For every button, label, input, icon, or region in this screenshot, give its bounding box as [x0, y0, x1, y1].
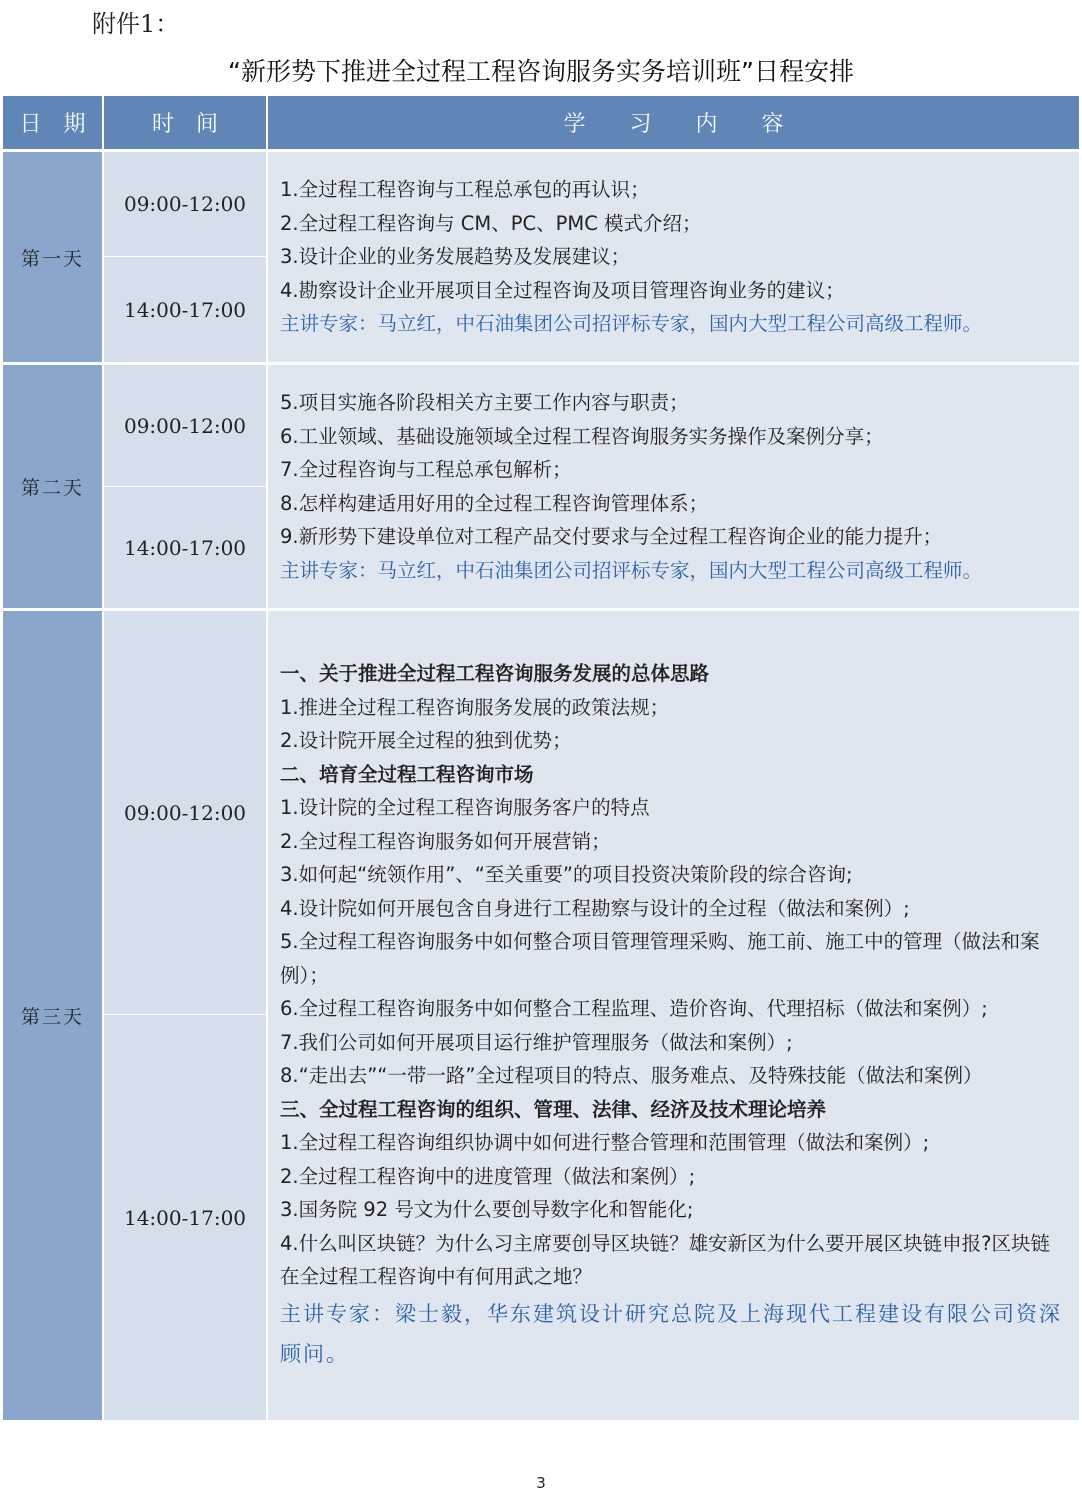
day3-section-3-line-3: 3.国务院 92 号文为什么要创导数字化和智能化;	[280, 1198, 694, 1222]
day3-section-2-line-7: 7.我们公司如何开展项目运行维护管理服务（做法和案例）;	[280, 1030, 793, 1054]
day2-line-5: 5.项目实施各阶段相关方主要工作内容与职责；	[280, 391, 689, 414]
day2-morning-row	[3, 364, 1079, 487]
day2-line-8: 8.怎样构建适用好用的全过程工程咨询管理体系；	[280, 491, 709, 515]
header-time: 时 间	[103, 96, 267, 151]
page-title: “新形势下推进全过程工程咨询服务实务培训班”日程安排	[228, 57, 854, 86]
day1-date: 第一天	[3, 151, 103, 364]
day2-morning-time: 09:00-12:00	[103, 364, 267, 487]
day3-section-3-line-2: 2.全过程工程咨询中的进度管理（做法和案例）;	[280, 1164, 696, 1188]
day3-section-2-line-4: 4.设计院如何开展包含自身进行工程勘察与设计的全过程（做法和案例）;	[280, 896, 910, 920]
header-content: 学 习 内 容	[267, 96, 1079, 151]
day3-section-1-line-1: 1.推进全过程工程咨询服务发展的政策法规；	[280, 695, 670, 719]
day1-line-1: 1.全过程工程咨询与工程总承包的再认识；	[280, 178, 650, 202]
day1-content	[267, 151, 1079, 364]
day3-content	[267, 610, 1079, 1422]
header-date: 日 期	[3, 96, 103, 151]
day1-line-4: 4.勘察设计企业开展项目全过程咨询及项目管理咨询业务的建议；	[280, 278, 845, 302]
day3-section-2-line-6: 6.全过程工程咨询服务中如何整合工程监理、造价咨询、代理招标（做法和案例）;	[280, 997, 988, 1021]
day1-morning-row	[3, 151, 1079, 257]
day3-section-2-line-5: 5.全过程工程咨询服务中如何整合项目管理管理采购、施工前、施工中的管理（做法和案例）；	[280, 930, 1040, 987]
day2-afternoon-time: 14:00-17:00	[103, 487, 267, 610]
day3-date: 第三天	[3, 610, 103, 1422]
day2-date: 第二天	[3, 364, 103, 610]
day3-section-3-line-4: 4.什么叫区块链？为什么习主席要创导区块链？雄安新区为什么要开展区块链申报?区块链在全过程工程咨询中有何用武之地？	[280, 1231, 1050, 1289]
day1-line-2: 2.全过程工程咨询与 CM、PC、PMC 模式介绍；	[280, 211, 702, 235]
day1-expert: 主讲专家：马立红，中石油集团公司招评标专家，国内大型工程公司高级工程师。	[280, 312, 983, 336]
day2-content	[267, 364, 1079, 610]
day3-section-2-line-2: 2.全过程工程咨询服务如何开展营销；	[280, 829, 611, 853]
day2-line-6: 6.工业领域、基础设施领域全过程工程咨询服务实务操作及案例分享；	[280, 424, 884, 448]
day3-section-1-line-2: 2.设计院开展全过程的独到优势；	[280, 729, 572, 753]
day3-section-3-heading: 三、全过程工程咨询的组织、管理、法律、经济及技术理论培养	[280, 1097, 827, 1121]
day2-expert: 主讲专家：马立红，中石油集团公司招评标专家，国内大型工程公司高级工程师。	[280, 558, 983, 582]
day3-section-3-line-1: 1.全过程工程咨询组织协调中如何进行整合管理和范围管理（做法和案例）;	[280, 1131, 930, 1155]
day3-morning-row	[3, 610, 1079, 1015]
page-number: 3	[536, 1474, 546, 1492]
day3-section-2-line-3: 3.如何起“统领作用”、“至关重要”的项目投资决策阶段的综合咨询;	[280, 863, 853, 887]
day3-section-2-line-1: 1.设计院的全过程工程咨询服务客户的特点	[280, 796, 650, 820]
day1-afternoon-time: 14:00-17:00	[103, 257, 267, 364]
table-header-row	[3, 96, 1079, 151]
day3-afternoon-time: 14:00-17:00	[103, 1015, 267, 1422]
day1-line-3: 3.设计企业的业务发展趋势及发展建议；	[280, 245, 631, 269]
day3-morning-time: 09:00-12:00	[103, 610, 267, 1015]
day3-section-2-heading: 二、培育全过程工程咨询市场	[280, 762, 534, 786]
attachment-label: 附件1：	[92, 10, 180, 38]
day2-line-7: 7.全过程咨询与工程总承包解析；	[280, 458, 572, 481]
day1-morning-time: 09:00-12:00	[103, 151, 267, 257]
day3-expert: 主讲专家：梁士毅，华东建筑设计研究总院及上海现代工程建设有限公司资深顾问。	[280, 1301, 1062, 1366]
day3-section-2-line-8: 8.“走出去”“一带一路”全过程项目的特点、服务难点、及特殊技能（做法和案例）	[280, 1064, 983, 1088]
day2-line-9: 9.新形势下建设单位对工程产品交付要求与全过程工程咨询企业的能力提升；	[280, 525, 943, 548]
day3-section-1-heading: 一、关于推进全过程工程咨询服务发展的总体思路	[280, 662, 710, 686]
schedule-table	[3, 96, 1079, 1423]
